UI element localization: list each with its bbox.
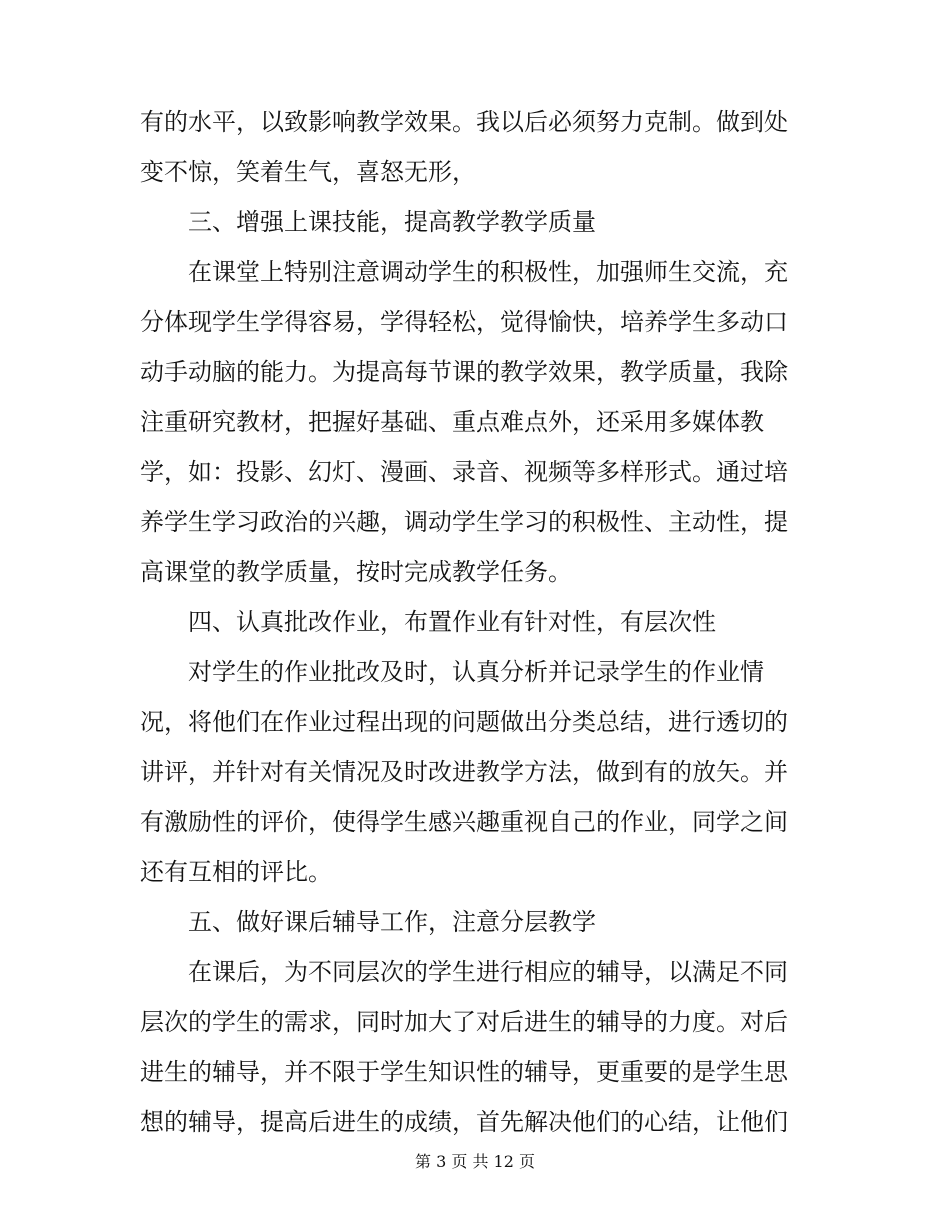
text-line: 有激励性的评价，使得学生感兴趣重视自己的作业，同学之间 (140, 808, 788, 836)
text-line: 想的辅导，提高后进生的成绩，首先解决他们的心结，让他们 (140, 1108, 788, 1136)
text-line: 讲评，并针对有关情况及时改进教学方法，做到有的放矢。并 (140, 758, 788, 786)
text-line: 高课堂的教学质量，按时完成教学任务。 (140, 558, 572, 586)
text-line: 还有互相的评比。 (140, 858, 332, 886)
text-line: 养学生学习政治的兴趣，调动学生学习的积极性、主动性，提 (140, 508, 788, 536)
text-line: 学，如：投影、幻灯、漫画、录音、视频等多样形式。通过培 (140, 458, 788, 486)
section-heading: 五、做好课后辅导工作，注意分层教学 (188, 908, 596, 936)
text-line: 注重研究教材，把握好基础、重点难点外，还采用多媒体教 (140, 408, 764, 436)
text-line: 层次的学生的需求，同时加大了对后进生的辅导的力度。对后 (140, 1008, 788, 1036)
text-line: 在课堂上特别注意调动学生的积极性，加强师生交流，充 (188, 258, 788, 286)
text-line: 有的水平，以致影响教学效果。我以后必须努力克制。做到处 (140, 108, 788, 136)
section-heading: 三、增强上课技能，提高教学教学质量 (188, 208, 596, 236)
text-line: 对学生的作业批改及时，认真分析并记录学生的作业情 (188, 658, 764, 686)
section-heading: 四、认真批改作业，布置作业有针对性，有层次性 (188, 608, 716, 636)
page-number-footer: 第 3 页 共 12 页 (415, 1152, 535, 1171)
text-line: 变不惊，笑着生气，喜怒无形， (140, 158, 476, 186)
text-line: 分体现学生学得容易，学得轻松，觉得愉快，培养学生多动口 (140, 308, 788, 336)
document-body (140, 97, 812, 1147)
text-line: 进生的辅导，并不限于学生知识性的辅导，更重要的是学生思 (140, 1058, 788, 1086)
text-line: 动手动脑的能力。为提高每节课的教学效果，教学质量，我除 (140, 358, 788, 386)
text-line: 况，将他们在作业过程出现的问题做出分类总结，进行透切的 (140, 708, 788, 736)
text-line: 在课后，为不同层次的学生进行相应的辅导，以满足不同 (188, 958, 788, 986)
